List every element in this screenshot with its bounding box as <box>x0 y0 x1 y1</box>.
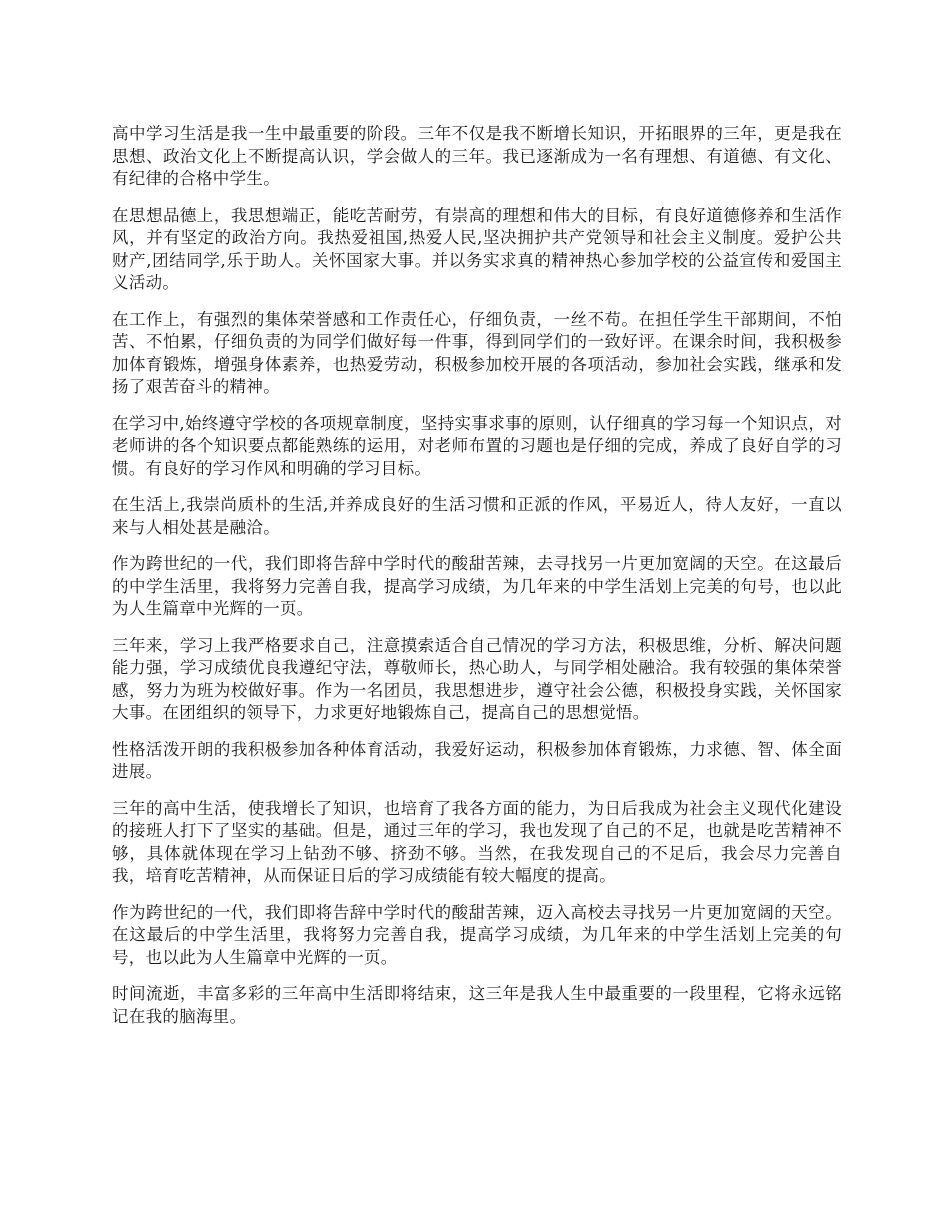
paragraph: 性格活泼开朗的我积极参加各种体育活动，我爱好运动，积极参加体育锻炼，力求德、智、体全面进展。 <box>112 739 842 781</box>
paragraph: 作为跨世纪的一代，我们即将告辞中学时代的酸甜苦辣，迈入高校去寻找另一片更加宽阔的天空。在这最后的中学生活里，我将努力完善自我，提高学习成绩，为几年来的中学生活划上完美的句号，也以此为人生篇章中光辉的一页。 <box>112 902 842 967</box>
paragraph: 在工作上，有强烈的集体荣誉感和工作责任心，仔细负责，一丝不苟。在担任学生干部期间，不怕苦、不怕累，仔细负责的为同学们做好每一件事，得到同学们的一致好评。在课余时间，我积极参加体育锻炼，增强身体素养，也热爱劳动，积极参加校开展的各项活动，参加社会实践，继承和发扬了艰苦奋斗的精神。 <box>112 309 842 396</box>
paragraph: 作为跨世纪的一代，我们即将告辞中学时代的酸甜苦辣，去寻找另一片更加宽阔的天空。在这最后的中学生活里，我将努力完善自我，提高学习成绩，为几年来的中学生活划上完美的句号，也以此为人生篇章中光辉的一页。 <box>112 554 842 618</box>
paragraph: 三年的高中生活，使我增长了知识，也培育了我各方面的能力，为日后我成为社会主义现代化建设的接班人打下了坚实的基础。但是，通过三年的学习，我也发现了自己的不足，也就是吃苦精神不够，具体就体现在学习上钻劲不够、挤劲不够。当然，在我发现自己的不足后，我会尽力完善自我，培育吃苦精神，从而保证日后的学习成绩能有较大幅度的提高。 <box>112 798 842 885</box>
paragraph: 高中学习生活是我一生中最重要的阶段。三年不仅是我不断增长知识，开拓眼界的三年，更是我在思想、政治文化上不断提高认识，学会做人的三年。我已逐渐成为一名有理想、有道德、有文化、有纪律的合格中学生。 <box>112 124 842 188</box>
paragraph: 三年来，学习上我严格要求自己，注意摸索适合自己情况的学习方法，积极思维，分析、解决问题能力强，学习成绩优良我遵纪守法，尊敬师长，热心助人，与同学相处融洽。我有较强的集体荣誉感，努力为班为校做好事。作为一名团员，我思想进步，遵守社会公德，积极投身实践，关怀国家大事。在团组织的领导下，力求更好地锻炼自己，提高自己的思想觉悟。 <box>112 635 842 722</box>
paragraph: 时间流逝，丰富多彩的三年高中生活即将结束，这三年是我人生中最重要的一段里程，它将永远铭记在我的脑海里。 <box>112 984 842 1026</box>
paragraph: 在思想品德上，我思想端正，能吃苦耐劳，有崇高的理想和伟大的目标，有良好道德修养和生活作风，并有坚定的政治方向。我热爱祖国,热爱人民,坚决拥护共产党领导和社会主义制度。爱护公共财产,团结同学,乐于助人。关怀国家大事。并以务实求真的精神热心参加学校的公益宣传和爱国主义活动。 <box>112 205 842 292</box>
document-body <box>112 123 842 1042</box>
paragraph: 在学习中,始终遵守学校的各项规章制度，坚持实事求事的原则，认仔细真的学习每一个知识点，对老师讲的各个知识要点都能熟练的运用，对老师布置的习题也是仔细的完成，养成了良好自学的习惯。有良好的学习作风和明确的学习目标。 <box>112 413 842 478</box>
paragraph: 在生活上,我崇尚质朴的生活,并养成良好的生活习惯和正派的作风，平易近人，待人友好，一直以来与人相处甚是融洽。 <box>112 495 842 537</box>
